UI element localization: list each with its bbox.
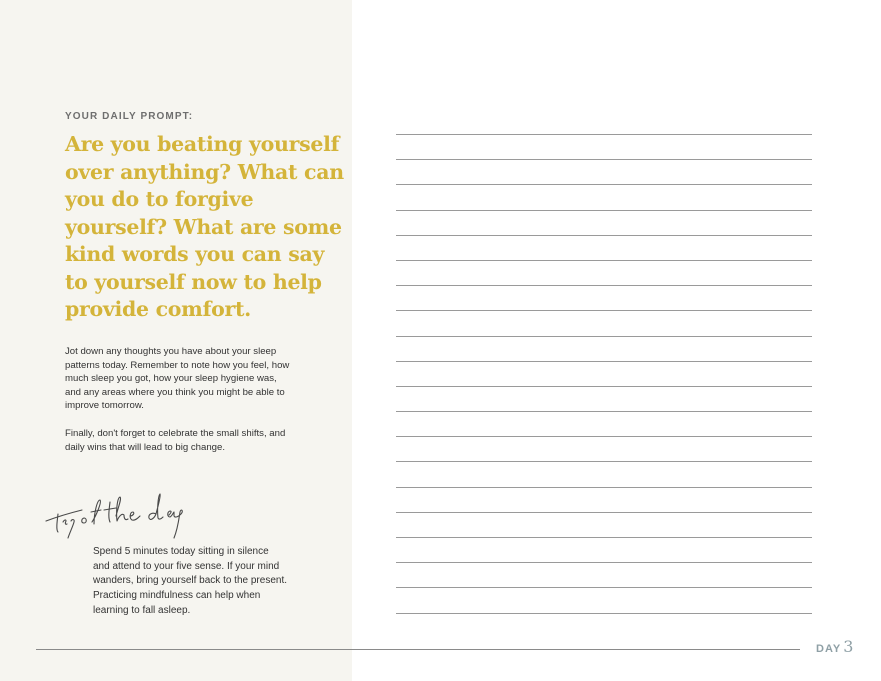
writing-line[interactable] [396,159,812,160]
writing-line[interactable] [396,184,812,185]
writing-line[interactable] [396,587,812,588]
writing-line[interactable] [396,134,812,135]
writing-line[interactable] [396,260,812,261]
day-number: 3 [843,637,854,656]
writing-line[interactable] [396,411,812,412]
tip-of-the-day-script [44,488,214,544]
writing-line[interactable] [396,487,812,488]
writing-line[interactable] [396,512,812,513]
journal-writing-lines[interactable] [396,134,812,638]
prompt-label: YOUR DAILY PROMPT: [65,111,194,122]
writing-line[interactable] [396,336,812,337]
encouragement-paragraph: Finally, don't forget to celebrate the small shifts, and daily wins that will lead to big change. [65,428,286,453]
writing-line[interactable] [396,310,812,311]
writing-line[interactable] [396,436,812,437]
tip-of-the-day-text: Spend 5 minutes today sitting in silence and attend to your five sense. If your mind wanders, bring yourself back to the present. Practicing mindfulness can help when learning to fall asleep. [93,546,287,616]
writing-line[interactable] [396,386,812,387]
day-indicator [816,637,853,657]
writing-line[interactable] [396,210,812,211]
writing-line[interactable] [396,461,812,462]
footer-divider [36,649,800,650]
day-label: DAY [816,643,842,655]
writing-line[interactable] [396,537,812,538]
writing-line[interactable] [396,285,812,286]
instructions-paragraph: Jot down any thoughts you have about your sleep patterns today. Remember to note how you feel, how much sleep you got, how your sleep hygiene was, and any areas where you think you might be able to improve tomorrow. [65,346,290,412]
writing-line[interactable] [396,562,812,563]
prompt-question: Are you beating yourself over anything? What can you do to forgive yourself? What are some kind words you can say to yourself now to help provide comfort. [65,132,344,321]
writing-line[interactable] [396,613,812,614]
writing-line[interactable] [396,361,812,362]
writing-line[interactable] [396,235,812,236]
